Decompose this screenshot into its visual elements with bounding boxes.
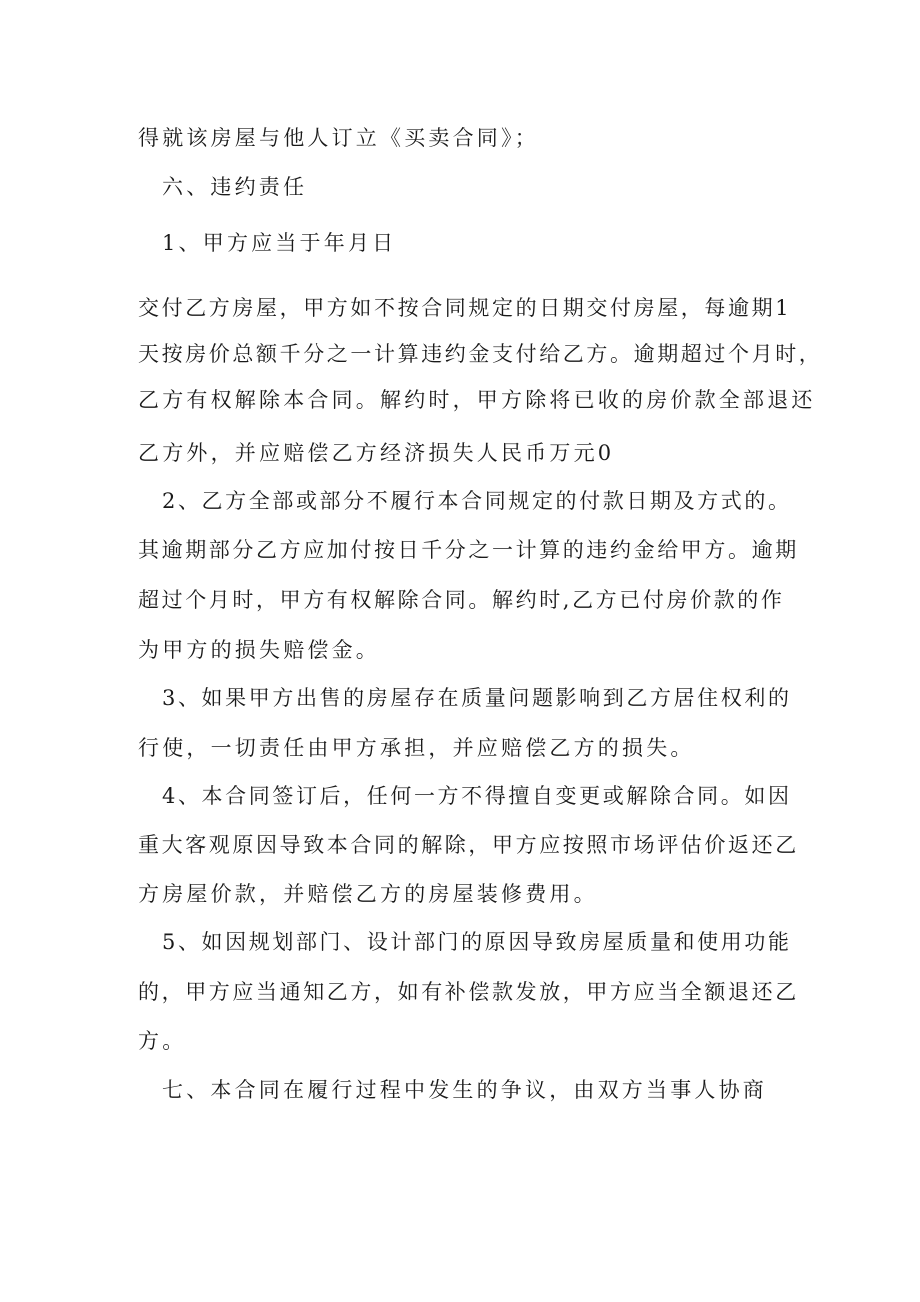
section-seven-line-1: 七、本合同在履行过程中发生的争议，由双方当事人协商: [162, 1078, 767, 1102]
clause-5-line-1: 5、如因规划部门、设计部门的原因导致房屋质量和使用功能: [162, 930, 792, 954]
clause-1-line-3: 乙方有权解除本合同。解约时，甲方除将已收的房价款全部退还: [138, 388, 816, 412]
clause-1-intro: 1、甲方应当于年月日: [162, 231, 397, 255]
clause-2-line-3: 超过个月时，甲方有权解除合同。解约时,乙方已付房价款的作: [138, 588, 785, 612]
clause-3-line-2: 行使，一切责任由甲方承担，并应赔偿乙方的损失。: [138, 736, 695, 760]
text-line-continuation: 得就该房屋与他人订立《买卖合同》；: [138, 126, 539, 150]
clause-1-line-1: 交付乙方房屋，甲方如不按合同规定的日期交付房屋，每逾期1: [138, 296, 792, 320]
clause-2-line-2: 其逾期部分乙方应加付按日千分之一计算的违约金给甲方。逾期: [138, 538, 799, 562]
section-heading-breach-liability: 六、违约责任: [162, 175, 308, 199]
clause-2-line-4: 为甲方的损失赔偿金。: [138, 638, 380, 662]
clause-4-line-3: 方房屋价款，并赔偿乙方的房屋装修费用。: [138, 882, 598, 906]
clause-4-line-1: 4、本合同签订后，任何一方不得擅自变更或解除合同。如因: [162, 784, 792, 808]
clause-5-line-2: 的，甲方应当通知乙方，如有补偿款发放，甲方应当全额退还乙: [138, 980, 799, 1004]
clause-4-line-2: 重大客观原因导致本合同的解除，甲方应按照市场评估价返还乙: [138, 833, 799, 857]
clause-2-line-1: 2、乙方全部或部分不履行本合同规定的付款日期及方式的。: [162, 489, 792, 513]
clause-1-line-2: 天按房价总额千分之一计算违约金支付给乙方。逾期超过个月时，: [138, 342, 823, 366]
clause-1-line-4: 乙方外，并应赔偿乙方经济损失人民币万元0: [138, 441, 615, 465]
clause-3-line-1: 3、如果甲方出售的房屋存在质量问题影响到乙方居住权利的: [162, 686, 792, 710]
clause-5-line-3: 方。: [138, 1029, 187, 1053]
